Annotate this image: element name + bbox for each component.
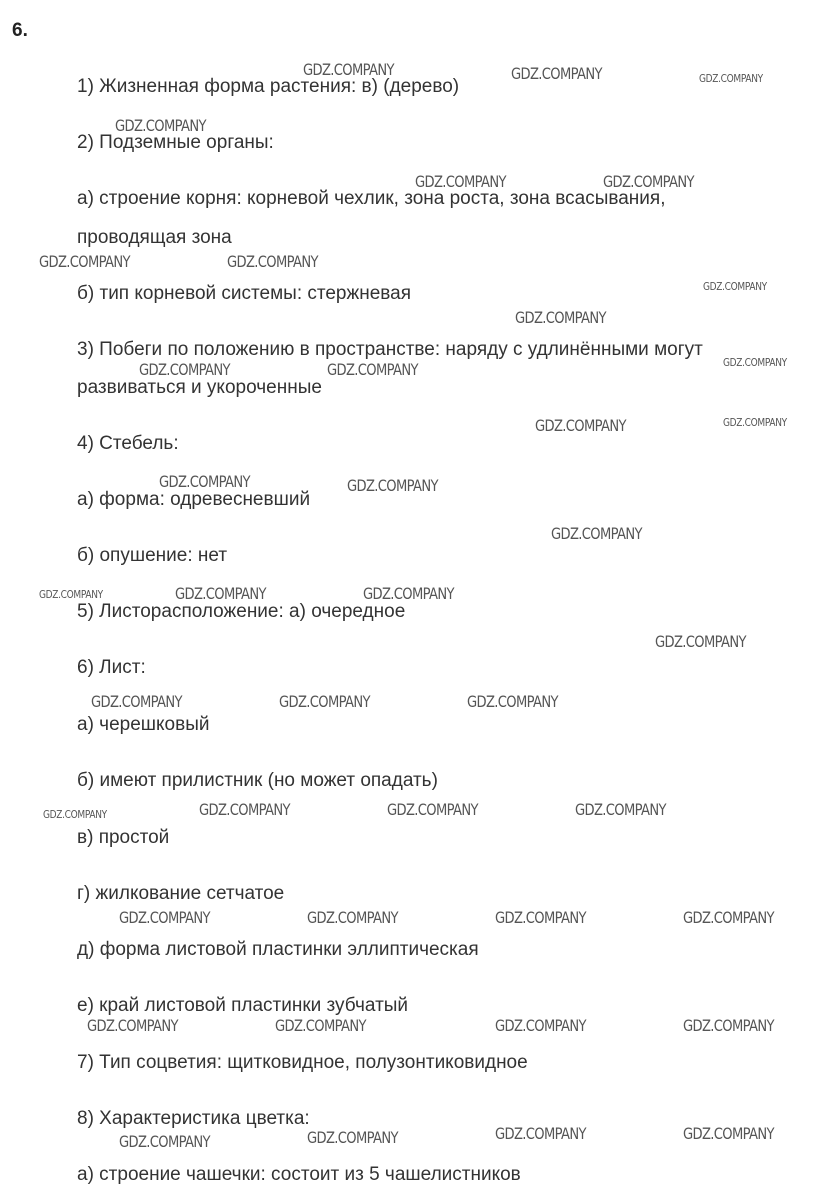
answer-line: 6) Лист:: [77, 657, 146, 678]
answer-line: а) строение корня: корневой чехлик, зона роста, зона всасывания,: [77, 188, 666, 209]
watermark: GDZ.COMPANY: [139, 360, 230, 379]
watermark: GDZ.COMPANY: [703, 280, 767, 293]
watermark: GDZ.COMPANY: [363, 584, 454, 603]
watermark: GDZ.COMPANY: [387, 800, 478, 819]
watermark: GDZ.COMPANY: [683, 1016, 774, 1035]
watermark: GDZ.COMPANY: [39, 588, 103, 601]
answer-line: 8) Характеристика цветка:: [77, 1108, 310, 1129]
watermark: GDZ.COMPANY: [119, 1132, 210, 1151]
watermark: GDZ.COMPANY: [87, 1016, 178, 1035]
watermark: GDZ.COMPANY: [683, 908, 774, 927]
watermark: GDZ.COMPANY: [175, 584, 266, 603]
watermark: GDZ.COMPANY: [511, 64, 602, 83]
watermark: GDZ.COMPANY: [115, 116, 206, 135]
answer-line: 3) Побеги по положению в пространстве: наряду с удлинёнными могут: [77, 339, 703, 360]
watermark: GDZ.COMPANY: [683, 1124, 774, 1143]
watermark: GDZ.COMPANY: [723, 416, 787, 429]
answer-line: развиваться и укороченные: [77, 377, 322, 398]
watermark: GDZ.COMPANY: [159, 472, 250, 491]
answer-line: б) тип корневой системы: стержневая: [77, 283, 412, 304]
watermark: GDZ.COMPANY: [495, 1124, 586, 1143]
answer-line: а) строение чашечки: состоит из 5 чашелистников: [77, 1164, 521, 1185]
watermark: GDZ.COMPANY: [307, 908, 398, 927]
watermark: GDZ.COMPANY: [43, 808, 107, 821]
watermark: GDZ.COMPANY: [535, 416, 626, 435]
answer-line: г) жилкование сетчатое: [77, 883, 285, 904]
answer-line: б) опушение: нет: [77, 545, 228, 566]
watermark: GDZ.COMPANY: [199, 800, 290, 819]
watermark: GDZ.COMPANY: [699, 72, 763, 85]
answer-line: 7) Тип соцветия: щитковидное, полузонтиковидное: [77, 1052, 528, 1073]
watermark: GDZ.COMPANY: [91, 692, 182, 711]
answer-line: а) черешковый: [77, 714, 210, 735]
watermark: GDZ.COMPANY: [551, 524, 642, 543]
answer-line: в) простой: [77, 827, 170, 848]
answer-line: д) форма листовой пластинки эллиптическая: [77, 939, 479, 960]
watermark: GDZ.COMPANY: [723, 356, 787, 369]
watermark: GDZ.COMPANY: [303, 60, 394, 79]
watermark: GDZ.COMPANY: [515, 308, 606, 327]
watermark: GDZ.COMPANY: [347, 476, 438, 495]
watermark: GDZ.COMPANY: [495, 1016, 586, 1035]
answer-line: б) имеют прилистник (но может опадать): [77, 770, 438, 791]
answer-line: е) край листовой пластинки зубчатый: [77, 995, 409, 1016]
watermark: GDZ.COMPANY: [307, 1128, 398, 1147]
task-number: 6.: [12, 20, 28, 41]
watermark: GDZ.COMPANY: [655, 632, 746, 651]
answer-line: 2) Подземные органы:: [77, 132, 274, 153]
watermark: GDZ.COMPANY: [39, 252, 130, 271]
answer-line: 5) Листорасположение: а) очередное: [77, 601, 406, 622]
watermark: GDZ.COMPANY: [467, 692, 558, 711]
watermark: GDZ.COMPANY: [279, 692, 370, 711]
answer-line: 1) Жизненная форма растения: в) (дерево): [77, 76, 460, 97]
answer-line: 4) Стебель:: [77, 433, 179, 454]
watermark: GDZ.COMPANY: [275, 1016, 366, 1035]
watermark: GDZ.COMPANY: [495, 908, 586, 927]
watermark: GDZ.COMPANY: [603, 172, 694, 191]
answer-line: проводящая зона: [77, 227, 232, 248]
watermark: GDZ.COMPANY: [327, 360, 418, 379]
watermark: GDZ.COMPANY: [119, 908, 210, 927]
watermark: GDZ.COMPANY: [575, 800, 666, 819]
answer-line: а) форма: одревесневший: [77, 489, 311, 510]
watermark: GDZ.COMPANY: [415, 172, 506, 191]
watermark: GDZ.COMPANY: [227, 252, 318, 271]
